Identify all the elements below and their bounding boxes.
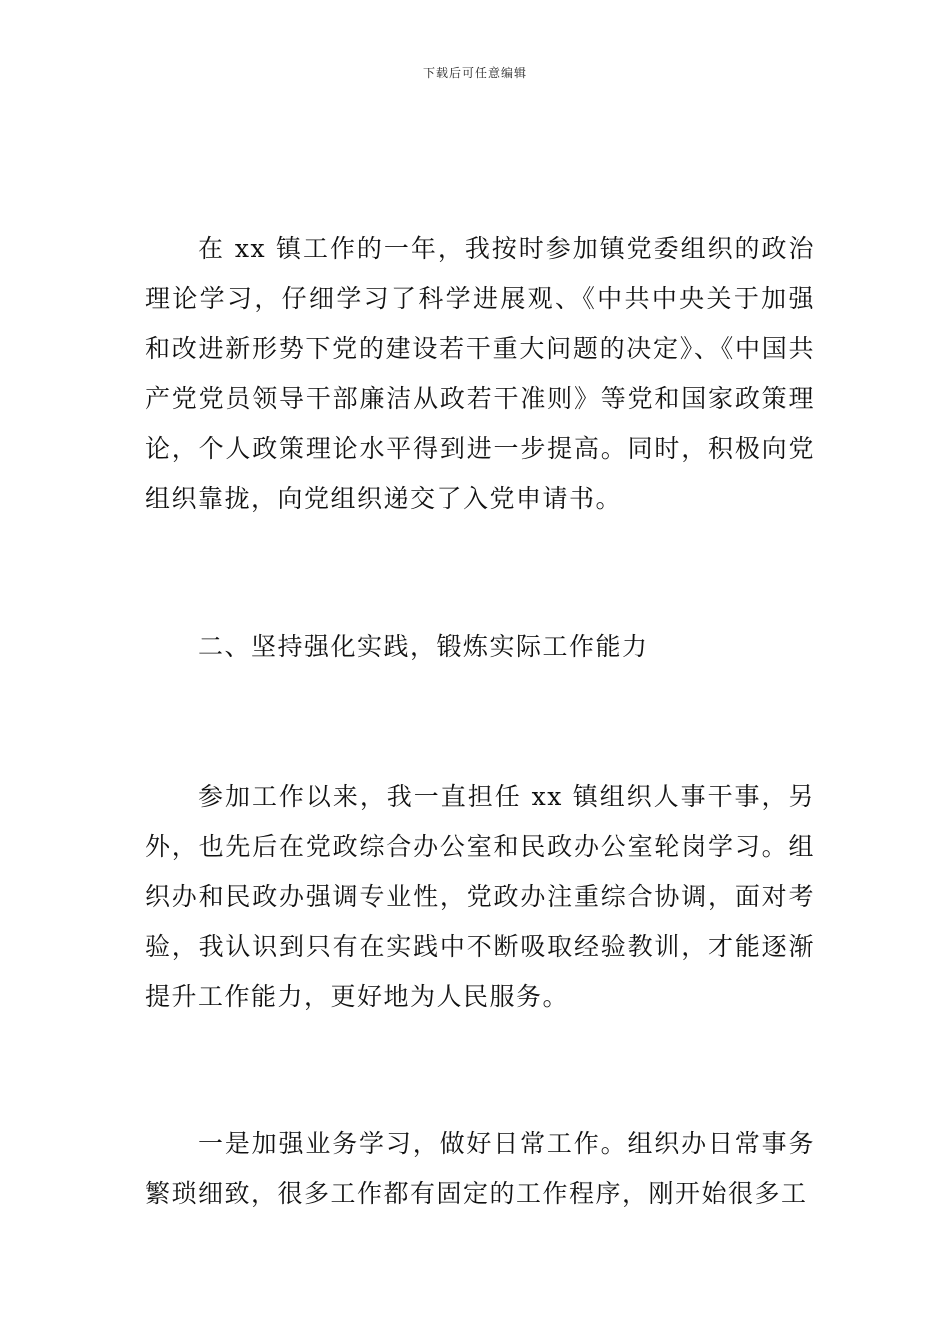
page-header-note: 下载后可任意编辑: [422, 66, 527, 80]
body-paragraph: 参加工作以来，我一直担任 xx 镇组织人事干事，另外，也先后在党政综合办公室和民政办公室轮岗学习。组织办和民政办强调专业性，党政办注重综合协调，面对考验，我认识到只有在实践中不断吸取经验教训，才能逐渐提升工作能力，更好地为人民服务。: [145, 782, 815, 1011]
body-paragraph: 在 xx 镇工作的一年，我按时参加镇党委组织的政治理论学习，仔细学习了科学进展观、《中共中央关于加强和改进新形势下党的建设若干重大问题的决定》、《中国共产党党员领导干部廉洁从政若干准则》等党和国家政策理论，个人政策理论水平得到进一步提高。同时，积极向党组织靠拢，向党组织递交了入党申请书。: [145, 234, 815, 513]
body-paragraph: 一是加强业务学习，做好日常工作。组织办日常事务繁琐细致，很多工作都有固定的工作程序，刚开始很多工: [145, 1129, 815, 1208]
section-heading: 二、坚持强化实践，锻炼实际工作能力: [198, 632, 649, 661]
